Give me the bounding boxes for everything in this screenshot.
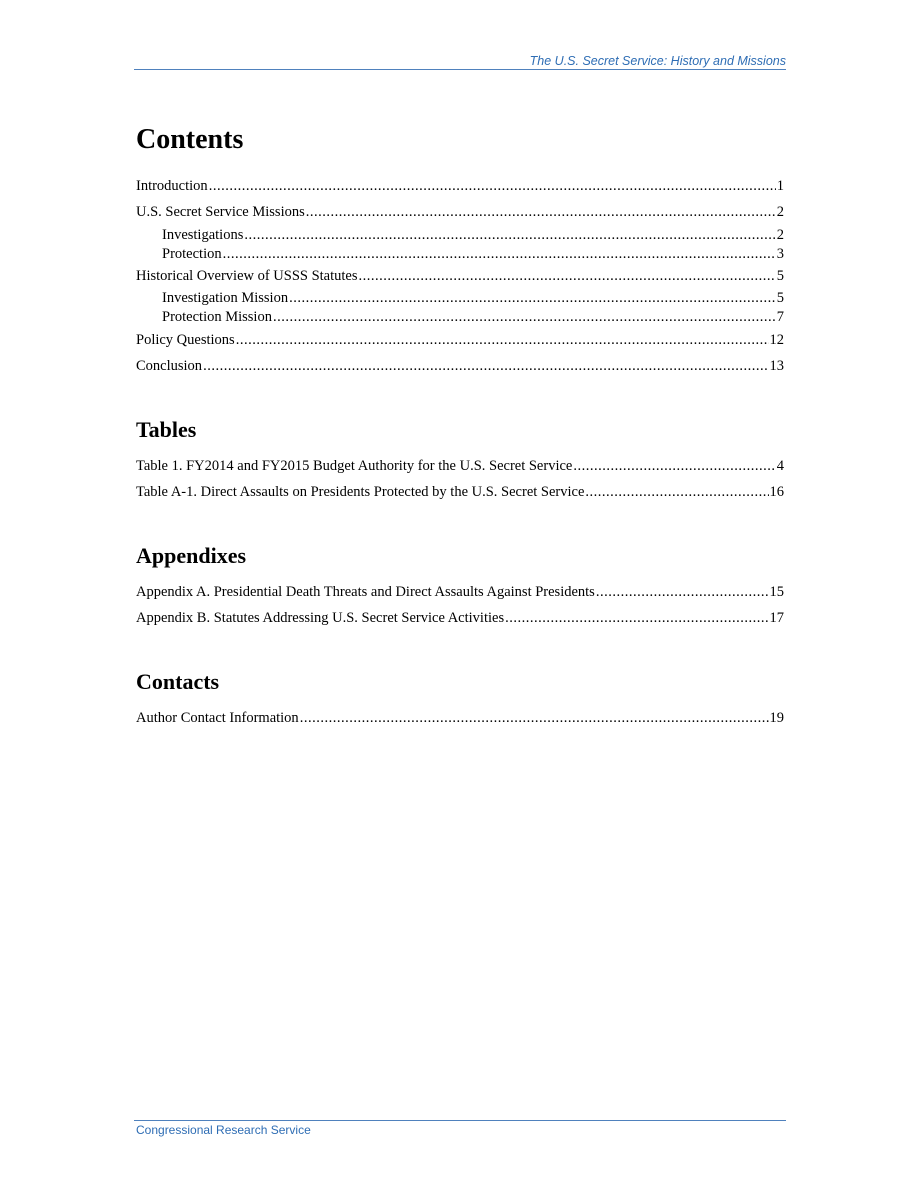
toc-entry-label: Author Contact Information (136, 710, 299, 726)
dot-leader (209, 177, 776, 195)
toc-entry-label: U.S. Secret Service Missions (136, 204, 305, 220)
toc-entry-page: 4 (776, 458, 784, 474)
footer-rule (134, 1120, 786, 1121)
toc-entry-page: 13 (769, 358, 784, 374)
dot-leader (300, 709, 769, 727)
dot-leader (236, 331, 769, 349)
toc-entry-investigations[interactable] (162, 226, 784, 244)
toc-entry-author-contact[interactable] (136, 709, 784, 727)
toc-entry-label: Introduction (136, 178, 208, 194)
dot-leader (244, 226, 775, 244)
toc-entry-policy-questions[interactable] (136, 331, 784, 349)
toc-entry-page: 19 (769, 710, 784, 726)
toc-entry-missions[interactable] (136, 203, 784, 221)
toc-entry-page: 1 (776, 178, 784, 194)
appendixes-heading: Appendixes (136, 543, 247, 568)
toc-entry-table-1[interactable] (136, 457, 784, 475)
toc-entry-page: 2 (776, 204, 784, 220)
dot-leader (289, 289, 776, 307)
toc-entry-label: Historical Overview of USSS Statutes (136, 268, 358, 284)
dot-leader (359, 267, 776, 285)
toc-entry-historical-overview[interactable] (136, 267, 784, 285)
toc-entry-label: Investigation Mission (162, 290, 289, 306)
toc-entry-page: 2 (776, 227, 784, 243)
toc-entry-protection[interactable] (162, 245, 784, 263)
toc-entry-introduction[interactable] (136, 177, 784, 195)
toc-entry-label: Table A-1. Direct Assaults on Presidents Protected by the U.S. Secret Service (136, 484, 585, 500)
toc-entry-page: 16 (769, 484, 784, 500)
toc-entry-page: 15 (769, 584, 784, 600)
toc-entry-conclusion[interactable] (136, 357, 784, 375)
running-header: The U.S. Secret Service: History and Missions (529, 54, 786, 68)
toc-entry-investigation-mission[interactable] (162, 289, 784, 307)
toc-entry-page: 5 (776, 290, 784, 306)
dot-leader (596, 583, 769, 601)
toc-entry-label: Protection (162, 246, 222, 262)
dot-leader (585, 483, 768, 501)
toc-entry-label: Protection Mission (162, 309, 272, 325)
dot-leader (573, 457, 775, 475)
contacts-heading: Contacts (136, 669, 220, 694)
dot-leader (273, 308, 776, 326)
toc-entry-label: Table 1. FY2014 and FY2015 Budget Authority for the U.S. Secret Service (136, 458, 573, 474)
toc-entry-page: 12 (769, 332, 784, 348)
toc-entry-appendix-b[interactable] (136, 609, 784, 627)
toc-entry-label: Conclusion (136, 358, 203, 374)
toc-entry-table-a1[interactable] (136, 483, 784, 501)
toc-entry-page: 5 (776, 268, 784, 284)
toc-entry-page: 17 (769, 610, 784, 626)
toc-entry-label: Policy Questions (136, 332, 235, 348)
dot-leader (306, 203, 776, 221)
contents-heading: Contents (136, 124, 244, 155)
dot-leader (223, 245, 776, 263)
toc-entry-page: 7 (776, 309, 784, 325)
header-rule (134, 69, 786, 70)
toc-entry-page: 3 (776, 246, 784, 262)
toc-entry-label: Investigations (162, 227, 244, 243)
tables-heading: Tables (136, 417, 197, 442)
dot-leader (203, 357, 768, 375)
toc-entry-appendix-a[interactable] (136, 583, 784, 601)
toc-entry-label: Appendix B. Statutes Addressing U.S. Secret Service Activities (136, 610, 505, 626)
toc-entry-label: Appendix A. Presidential Death Threats and Direct Assaults Against Presidents (136, 584, 595, 600)
dot-leader (505, 609, 768, 627)
footer-text: Congressional Research Service (136, 1123, 311, 1137)
toc-entry-protection-mission[interactable] (162, 308, 784, 326)
